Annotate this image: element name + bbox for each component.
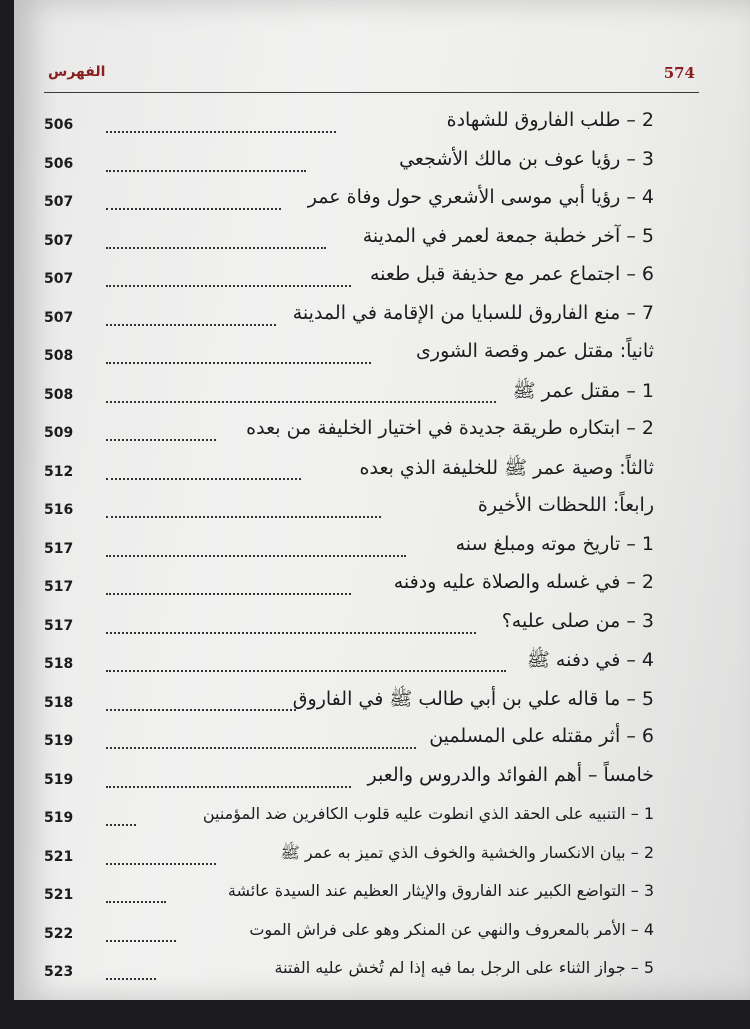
dot-leader	[106, 650, 506, 672]
toc-entry	[44, 567, 654, 606]
toc-entry	[44, 490, 654, 529]
bleed-through-text	[684, 120, 744, 980]
toc-entry	[44, 914, 654, 953]
toc-entry-page: 509	[44, 425, 73, 441]
toc-entry	[44, 529, 654, 568]
toc-entry-label: 3 – من صلى عليه؟	[502, 610, 654, 632]
toc-entry-page: 523	[44, 1003, 73, 1019]
toc-entry	[44, 105, 654, 144]
toc-entry	[44, 952, 654, 991]
toc-entry-label: 2 – بيان الانكسار والخشية والخوف الذي تميز به عمر ﷺ	[280, 843, 654, 866]
toc-entry-label: ثالثاً: وصية عمر ﷺ للخليفة الذي بعده	[360, 456, 654, 484]
toc-entry-label: خامساً – أهم الفوائد والدروس والعبر	[367, 764, 654, 786]
toc-entry-page: 507	[44, 310, 73, 326]
dot-leader	[106, 188, 281, 210]
toc-entry-label: 2 – ابتكاره طريقة جديدة في اختيار الخليفة من بعده	[246, 417, 654, 439]
toc-entry-page: 517	[44, 618, 73, 634]
toc-entry-label: ثانياً: مقتل عمر وقصة الشورى	[416, 340, 654, 362]
dot-leader	[106, 496, 381, 518]
toc-entry-label: 4 – في دفنه ﷺ	[527, 648, 654, 676]
toc-entry-label: 1 – مقتل عمر ﷺ	[513, 379, 654, 407]
toc-entry	[44, 182, 654, 221]
toc-entry	[44, 259, 654, 298]
toc-entry-label: 6 – اجتماع عمر مع حذيفة قبل طعنه	[370, 263, 654, 285]
dot-leader	[106, 304, 276, 326]
dot-leader	[106, 419, 216, 441]
dot-leader	[106, 920, 176, 942]
dot-leader	[106, 766, 351, 788]
toc-entry-label: 2 – في غسله والصلاة عليه ودفنه	[394, 571, 654, 593]
toc-entry-page: 506	[44, 117, 73, 133]
toc-entry-page: 521	[44, 849, 73, 865]
toc-entry	[44, 221, 654, 260]
toc-entry-page: 507	[44, 233, 73, 249]
toc-entry-page: 521	[44, 887, 73, 903]
toc-entry-label: 5 – جواز الثناء على الرجل بما فيه إذا لم تُخش عليه الفتنة	[274, 958, 654, 977]
toc-entry-page: 507	[44, 271, 73, 287]
toc-entry-label: 3 – التواضع الكبير عند الفاروق والإيثار العظيم عند السيدة عائشة	[228, 881, 654, 900]
toc-entry-label: 7 – منع الفاروق للسبايا من الإقامة في المدينة	[293, 302, 654, 324]
toc-entry-page: 519	[44, 810, 73, 826]
toc-entry-label: 5 – ما قاله علي بن أبي طالب ﷺ في الفاروق	[293, 687, 654, 715]
toc-entry-label: 5 – آخر خطبة جمعة لعمر في المدينة	[363, 225, 654, 247]
page-number: 574	[664, 64, 695, 82]
toc-entry-label: 4 – رؤيا أبي موسى الأشعري حول وفاة عمر	[308, 186, 654, 208]
toc-entry	[44, 375, 654, 414]
toc-entry	[44, 606, 654, 645]
toc-entry-page: 519	[44, 733, 73, 749]
toc-entry-page: 518	[44, 695, 73, 711]
page-header	[44, 62, 699, 93]
dot-leader	[106, 727, 416, 749]
toc-entry	[44, 683, 654, 722]
dot-leader	[106, 227, 326, 249]
toc-entry-label: 6 – أثر مقتله على المسلمين	[429, 725, 654, 747]
toc-entry-page: 523	[44, 964, 73, 980]
toc-entry-label: رابعاً: اللحظات الأخيرة	[478, 494, 654, 516]
dot-leader	[106, 958, 156, 980]
dot-leader	[106, 843, 216, 865]
toc-entry-page: 516	[44, 502, 73, 518]
toc-entry	[44, 721, 654, 760]
dot-leader	[106, 150, 306, 172]
toc-entry	[44, 760, 654, 799]
toc-entry-page: 517	[44, 579, 73, 595]
toc-entry-label: 3 – رؤيا عوف بن مالك الأشجعي	[399, 148, 654, 170]
running-title: الفهرس	[48, 64, 105, 80]
dot-leader	[106, 111, 336, 133]
toc-entry	[44, 644, 654, 683]
dot-leader	[106, 573, 351, 595]
toc-entry	[44, 452, 654, 491]
toc-entry	[44, 837, 654, 876]
toc-entry-page: 508	[44, 348, 73, 364]
toc-entry-page: 507	[44, 194, 73, 210]
table-of-contents	[44, 105, 654, 1029]
toc-entry	[44, 991, 654, 1029]
toc-entry-label: 4 – الأمر بالمعروف والنهي عن المنكر وهو على فراش الموت	[249, 920, 654, 939]
toc-entry-page: 518	[44, 656, 73, 672]
dot-leader	[106, 612, 476, 634]
toc-entry-page: 519	[44, 772, 73, 788]
toc-entry-label: 1 – تاريخ موته ومبلغ سنه	[456, 533, 654, 555]
dot-leader	[106, 265, 351, 287]
toc-entry	[44, 298, 654, 337]
dot-leader	[106, 342, 371, 364]
toc-entry	[44, 144, 654, 183]
toc-entry-page: 508	[44, 387, 73, 403]
toc-entry	[44, 413, 654, 452]
toc-entry	[44, 875, 654, 914]
toc-entry-page: 517	[44, 541, 73, 557]
toc-entry	[44, 798, 654, 837]
toc-entry-label: 1 – التنبيه على الحقد الذي انطوت عليه قلوب الكافرين ضد المؤمنين	[203, 804, 654, 823]
toc-entry-page: 506	[44, 156, 73, 172]
dot-leader	[106, 804, 136, 826]
dot-leader	[106, 381, 496, 403]
toc-entry-page: 512	[44, 464, 73, 480]
dot-leader	[106, 689, 296, 711]
dot-leader	[106, 458, 301, 480]
toc-entry	[44, 336, 654, 375]
toc-entry-label: 2 – طلب الفاروق للشهادة	[447, 109, 654, 131]
book-page	[14, 0, 750, 1000]
dot-leader	[106, 535, 406, 557]
dot-leader	[106, 881, 166, 903]
toc-entry-page: 522	[44, 926, 73, 942]
